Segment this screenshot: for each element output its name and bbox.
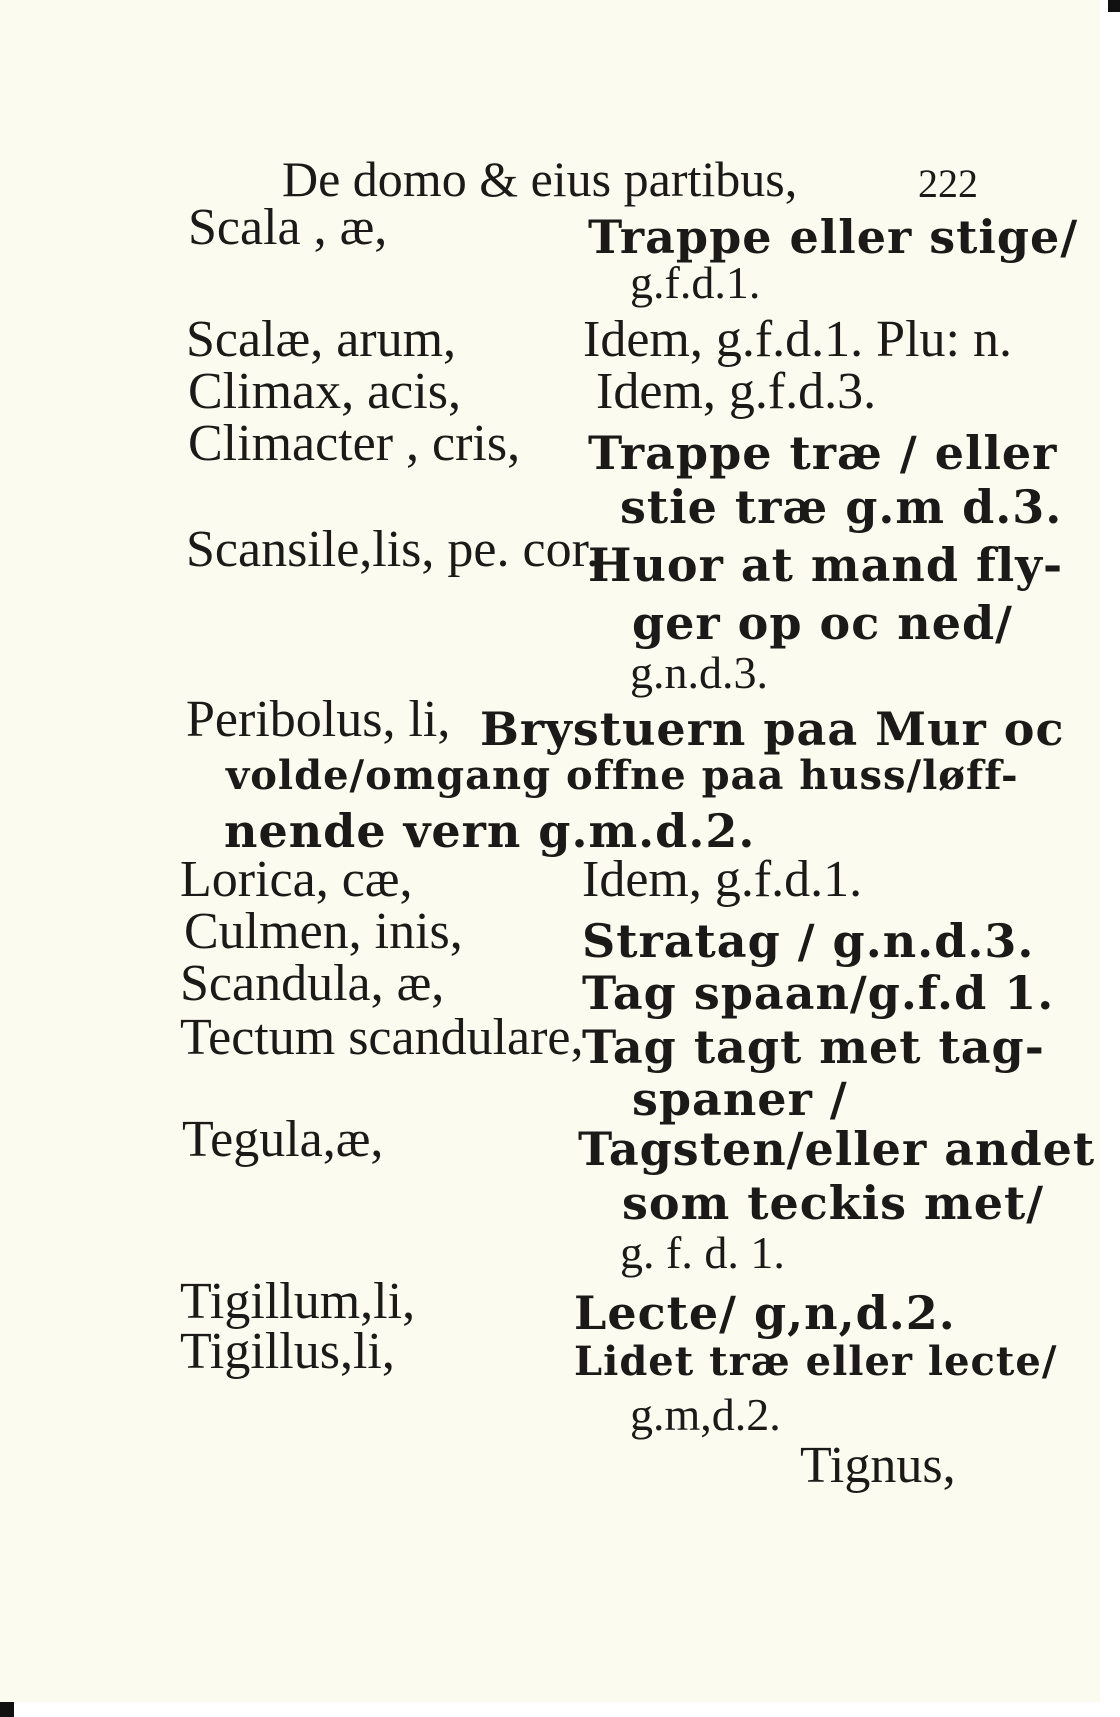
entry-danish: Trappe træ / eller [588, 426, 1058, 480]
entry-latin: Tectum scandulare, [180, 1009, 584, 1066]
entry-danish: g.n.d.3. [630, 647, 768, 698]
entry-latin: Lorica, cæ, [180, 851, 413, 908]
scan-margin-right [1100, 0, 1120, 1717]
entry-danish: stie træ g.m d.3. [620, 480, 1063, 534]
entry-danish: g.f.d.1. [630, 257, 761, 308]
entry-danish: Idem, g.f.d.3. [596, 363, 877, 420]
entry-danish: spaner / [632, 1072, 848, 1126]
entry-latin: Scandula, æ, [180, 955, 445, 1012]
entry-danish: Trappe eller stige/ [588, 210, 1079, 264]
entry-danish: Tag tagt met tag- [582, 1020, 1045, 1074]
entry-danish: nende vern g.m.d.2. [224, 804, 756, 858]
entry-danish: Tag spaan/g.f.d 1. [582, 966, 1055, 1020]
entry-danish: g.m,d.2. [630, 1389, 781, 1440]
entry-latin: Scansile,lis, pe. cor. [186, 521, 600, 578]
entry-latin: Tegula,æ, [182, 1111, 384, 1168]
entry-danish: Tagsten/eller andet [578, 1122, 1096, 1176]
entry-danish: volde/omgang offne paa huss/løff- [226, 752, 1019, 799]
catchword: Tignus, [800, 1437, 956, 1494]
entry-latin: Scalæ, arum, [186, 311, 457, 368]
entry-latin: Peribolus, li, [186, 691, 451, 748]
entry-danish: Idem, g.f.d.1. [582, 851, 863, 908]
entry-latin: Tigillus,li, [180, 1323, 395, 1380]
page-number: 222 [918, 161, 978, 206]
entry-danish: Idem, g.f.d.1. Plu: n. [583, 311, 1012, 368]
entry-latin: Climacter , cris, [188, 415, 521, 472]
entry-danish: Brystuern paa Mur oc [480, 702, 1065, 756]
entry-latin: Culmen, inis, [184, 903, 463, 960]
entry-danish: Lidet træ eller lecte/ [574, 1338, 1058, 1385]
entry-latin: Tigillum,li, [180, 1273, 416, 1330]
entry-danish: Lecte/ g,n,d.2. [574, 1286, 956, 1340]
entry-danish: g. f. d. 1. [620, 1227, 785, 1278]
entry-danish: som teckis met/ [622, 1176, 1045, 1230]
scan-corner-mark [1108, 0, 1120, 12]
entry-danish: Huor at mand fly- [588, 538, 1064, 592]
entry-latin: Scala , æ, [188, 199, 388, 256]
entry-danish: Stratag / g.n.d.3. [582, 914, 1035, 968]
entry-danish: ger op oc ned/ [632, 596, 1013, 650]
entry-latin: Climax, acis, [188, 363, 461, 420]
running-head: De domo & eius partibus, [282, 151, 798, 207]
scan-margin-bottom [0, 1702, 1120, 1717]
scan-corner-mark [0, 1702, 14, 1717]
